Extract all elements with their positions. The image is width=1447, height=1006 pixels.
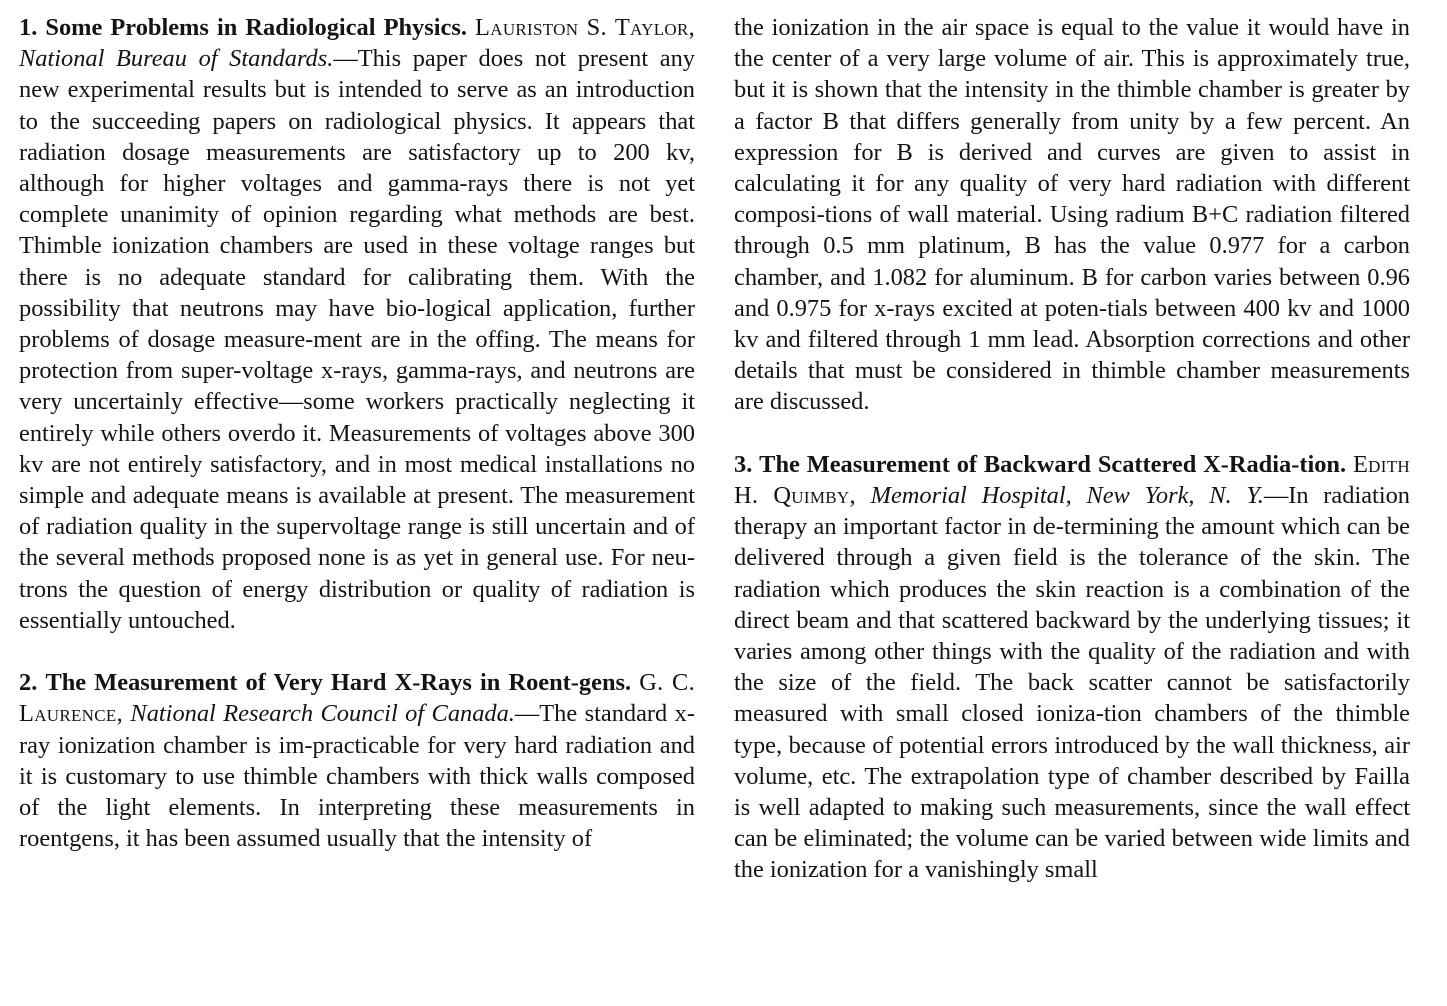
left-column xyxy=(19,12,695,854)
abstract-title: The Measurement of Very Hard X-Rays in Roent-gens. xyxy=(45,669,632,697)
abstract-2-continuation xyxy=(734,12,1410,418)
abstract-number: 2. xyxy=(19,669,38,697)
abstract-number: 1. xyxy=(19,14,38,41)
abstract-title: The Measurement of Backward Scattered X-Radia-tion. xyxy=(759,450,1347,478)
abstract-body: —In radiation therapy an important factor in de-termining the amount which can be delivered through a given field is the tolerance of the skin. The radiation which produces the skin reaction is a combination of the direct beam and that scattered backward by the underlying tissues; it varies among other things with the quality of the radiation and with the size of the field. The back scatter cannot be satisfactorily measured with small closed ioniza-tion chambers of the thimble type, because of potential errors introduced by the wall thickness, air volume, etc. The extrapolation type of chamber described by Failla is well adapted to making such measurements, since the wall effect can be eliminated; the volume can be varied between wide limits and the ionization for a vanishingly small xyxy=(734,482,1410,884)
abstract-author: G. C. Laurence, xyxy=(19,669,695,728)
abstract-author: Lauriston S. Taylor, xyxy=(475,14,695,41)
abstract-number: 3. xyxy=(734,450,753,478)
abstract-affiliation: National Research Council of Canada. xyxy=(130,700,515,728)
abstract-body: the ionization in the air space is equal to the value it would have in the center of a very large volume of air. This is approximately true, but it is shown that the intensity in the thimble chamber is greater by a factor B that differs generally from unity by a few percent. An expression for B is derived and curves are given to assist in calculating it for any quality of very hard radiation with different composi-tions of wall material. Using radium B+C radiation filtered through 0.5 mm platinum, B has the value 0.977 for a carbon chamber, and 1.082 for aluminum. B for carbon varies between 0.96 and 0.975 for x-rays excited at poten-tials between 400 kv and 1000 kv and filtered through 1 mm lead. Absorption corrections and other details that must be considered in thimble chamber measurements are discussed. xyxy=(734,14,1410,416)
abstract-title: Some Problems in Radiological Physics. xyxy=(45,14,467,41)
abstract-author: Edith H. Quimby, xyxy=(734,450,1410,510)
abstract-body: —The standard x-ray ionization chamber is im-practicable for very hard radiation and it is customary to use thimble chambers with thick walls composed of the light elements. In interpreting these measurements in roentgens, it has been assumed usually that the intensity of xyxy=(19,700,695,853)
right-column xyxy=(734,12,1410,886)
abstract-3 xyxy=(734,449,1410,886)
abstract-affiliation: National Bureau of Standards. xyxy=(19,45,334,73)
abstract-body: —This paper does not present any new experimental results but is intended to serve as an introduction to the succeeding papers on radiological physics. It appears that radiation dosage measurements are satisfactory up to 200 kv, although for higher voltages and gamma-rays there is not yet complete unanimity of opinion regarding what methods are best. Thimble ionization chambers are used in these voltage ranges but there is no adequate standard for calibrating them. With the possibility that neutrons may have bio-logical application, further problems of dosage measure-ment are in the offing. The means for protection from super-voltage x-rays, gamma-rays, and neutrons are very uncertainly effective—some workers practically neglecting it entirely while others overdo it. Measurements of voltages above 300 kv are not entirely satisfactory, and in most medical installations no simple and adequate means is available at present. The measurement of radiation quality in the supervoltage range is still uncertain and of the several methods proposed none is as yet in general use. For neu-trons the question of energy distribution or quality of radiation is essentially untouched. xyxy=(19,45,695,634)
abstract-1 xyxy=(19,12,695,636)
abstract-affiliation: Memorial Hospital, New York, N. Y. xyxy=(870,482,1264,510)
abstract-2 xyxy=(19,667,695,854)
